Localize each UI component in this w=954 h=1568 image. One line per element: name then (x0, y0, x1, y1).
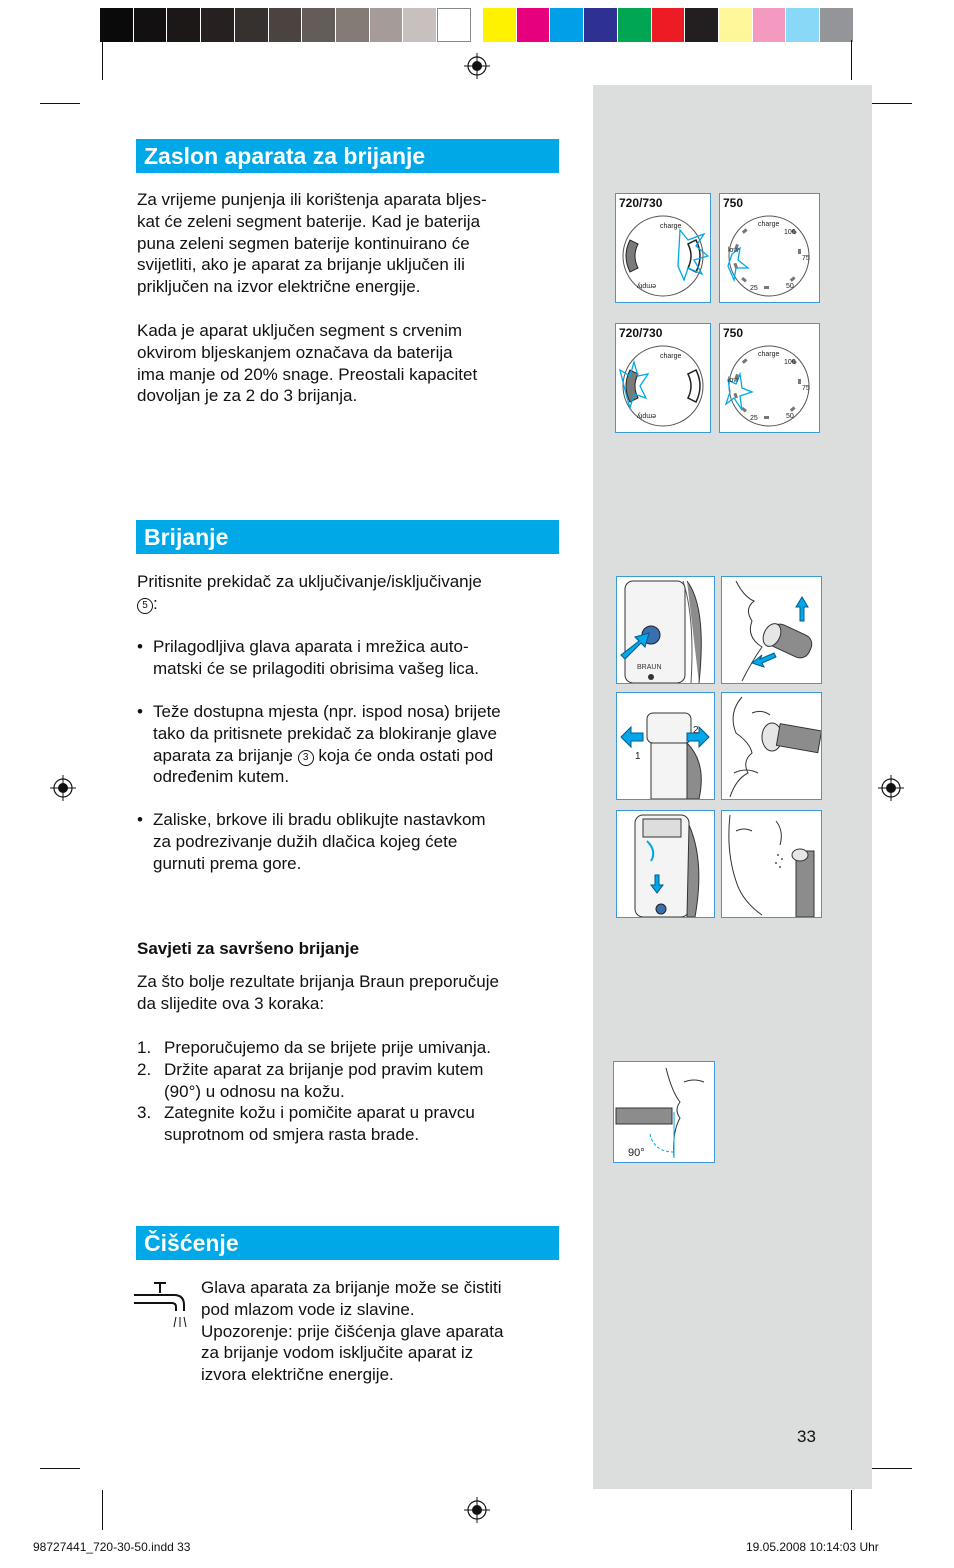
color-swatch (550, 8, 584, 42)
color-swatch (336, 8, 370, 42)
mark-100-label: 100 (784, 229, 796, 236)
angle-label: 90° (628, 1147, 645, 1159)
battery-display-750-charging (719, 193, 820, 303)
color-bar-gap (471, 8, 483, 42)
color-swatch (437, 8, 471, 42)
registration-mark-icon (50, 775, 76, 801)
crop-mark (102, 40, 103, 80)
color-swatch (786, 8, 820, 42)
illustration-lock-head (616, 692, 715, 800)
shaver-switch-icon (617, 577, 714, 683)
faucet-icon (134, 1281, 188, 1331)
bullet-text: Prilagodljiva glava aparata i mrežica auto- matski će se prilagoditi obrisima vašeg lica. (153, 637, 479, 678)
step-text: Preporučujemo da se brijete prije umivanja. (164, 1038, 491, 1057)
battery-dial-icon (720, 210, 819, 302)
lock-step-2-label: 2 (693, 725, 699, 736)
color-swatch (719, 8, 753, 42)
color-swatch (370, 8, 404, 42)
bullet-dot: • (137, 702, 143, 721)
brand-logo: BRAUN (637, 664, 662, 671)
color-swatch (618, 8, 652, 42)
color-swatch (517, 8, 551, 42)
shaving-bullet-3 (137, 809, 562, 875)
crop-mark (40, 1468, 80, 1469)
color-swatch (269, 8, 303, 42)
lock-switch-number-badge: 3 (298, 750, 314, 766)
bullet-text-part: Teže dostupna mjesta (npr. ispod nosa) brijete tako da pritisnete prekidač za blokiranje glave aparata za brijanje (153, 702, 501, 765)
model-label: 750 (723, 196, 744, 210)
illustration-flex-head (721, 576, 822, 684)
cleaning-text: Glava aparata za brijanje može se čistiti pod mlazom vode iz slavine. Upozorenje: prije čišćenja glave aparata za brijanje vodom isključite aparat iz izvora električne energije. (201, 1278, 504, 1385)
crop-mark (851, 1490, 852, 1530)
low-label: low (728, 377, 739, 384)
illustration-under-nose (721, 692, 822, 800)
charge-label: charge (660, 353, 682, 360)
crop-mark (40, 103, 80, 104)
intro-colon: : (153, 593, 158, 613)
battery-gauge-icon (616, 210, 710, 302)
shaving-intro (137, 571, 562, 615)
crop-mark (872, 103, 912, 104)
registration-mark-icon (464, 53, 490, 79)
tip-step-3 (137, 1102, 562, 1146)
step-text: Držite aparat za brijanje pod pravim kutem (90°) u odnosu na kožu. (164, 1060, 484, 1101)
print-color-bar (100, 8, 854, 42)
lock-head-icon (617, 693, 714, 799)
tips-title: Savjeti za savršeno brijanje (137, 939, 360, 958)
bullet-text-part: koja će onda ostati pod određenim kutem. (153, 745, 494, 787)
color-swatch (753, 8, 787, 42)
heading-display: Zaslon aparata za brijanje (136, 139, 559, 173)
charge-label: charge (758, 221, 780, 228)
sideburn-trimming-icon (722, 811, 821, 917)
illustration-90-degree (613, 1061, 715, 1163)
mark-25-label: 25 (750, 285, 758, 292)
empty-label: empty (636, 412, 656, 419)
color-swatch (403, 8, 437, 42)
mark-75-label: 75 (802, 255, 810, 262)
illustration-sideburns (721, 810, 822, 918)
tip-step-1 (137, 1037, 562, 1059)
bullet-text (153, 701, 562, 788)
mark-50-label: 50 (786, 283, 794, 290)
tip-step-2 (137, 1059, 562, 1103)
battery-dial-icon (720, 340, 819, 432)
lock-step-1-label: 1 (635, 751, 641, 762)
registration-mark-icon (878, 775, 904, 801)
crop-mark (102, 1490, 103, 1530)
bullet-dot: • (137, 637, 143, 656)
under-nose-shaving-icon (722, 693, 821, 799)
step-text: Zategnite kožu i pomičite aparat u pravcu suprotnom od smjera rasta brade. (164, 1103, 475, 1144)
mark-100-label: 100 (784, 359, 796, 366)
model-label: 720/730 (619, 326, 663, 340)
illustration-trimmer (616, 810, 715, 918)
crop-mark (851, 40, 852, 80)
color-swatch (685, 8, 719, 42)
registration-mark-icon (464, 1497, 490, 1523)
step-number: 1. (137, 1038, 152, 1057)
battery-gauge-icon (616, 340, 710, 432)
charge-label: charge (758, 351, 780, 358)
shaving-bullet-1 (137, 636, 562, 680)
display-paragraph-2: Kada je aparat uključen segment s crvenim okvirom bljeskanjem označava da baterija ima manje od 20% snage. Preostali kapacitet dovoljan je za 2 do 3 brijanja. (137, 321, 478, 406)
color-swatch (235, 8, 269, 42)
bullet-dot: • (137, 810, 143, 829)
mark-25-label: 25 (750, 415, 758, 422)
illustration-press-switch (616, 576, 715, 684)
heading-shaving: Brijanje (136, 520, 559, 554)
battery-display-720-low (615, 323, 711, 433)
tips-intro: Za što bolje rezultate brijanja Braun preporučuje da slijedite ova 3 koraka: (137, 972, 499, 1013)
mark-75-label: 75 (802, 385, 810, 392)
color-swatch (167, 8, 201, 42)
heading-cleaning: Čišćenje (136, 1226, 559, 1260)
color-swatch (100, 8, 134, 42)
shaving-angle-icon (614, 1062, 714, 1162)
color-swatch (302, 8, 336, 42)
step-number: 3. (137, 1103, 152, 1122)
mark-50-label: 50 (786, 413, 794, 420)
color-swatch (483, 8, 517, 42)
empty-label: empty (636, 282, 656, 289)
low-label: low (728, 247, 739, 254)
model-label: 750 (723, 326, 744, 340)
crop-mark (872, 1468, 912, 1469)
step-number: 2. (137, 1060, 152, 1079)
shaving-bullet-2 (137, 701, 562, 789)
display-paragraph-1: Za vrijeme punjenja ili korištenja aparata bljes- kat će zeleni segment baterije. Kad je baterija puna zeleni segmen baterije kontinuirano će svijetliti, ako je aparat za brijanje uključen ili priključen na izvor električne energije. (137, 190, 487, 297)
shaving-intro-text: Pritisnite prekidač za uključivanje/isključivanje (137, 572, 482, 591)
battery-display-750-low (719, 323, 820, 433)
footer-file: 98727441_720-30-50.indd 33 (33, 1540, 191, 1554)
charge-label: charge (660, 223, 682, 230)
color-swatch (820, 8, 854, 42)
trimmer-icon (617, 811, 714, 917)
model-label: 720/730 (619, 196, 663, 210)
page-number: 33 (797, 1427, 816, 1446)
color-swatch (134, 8, 168, 42)
color-swatch (201, 8, 235, 42)
footer-date: 19.05.2008 10:14:03 Uhr (746, 1540, 879, 1554)
bullet-text: Zaliske, brkove ili bradu oblikujte nastavkom za podrezivanje dužih dlačica kojeg ćete gurnuti prema gore. (153, 810, 486, 873)
flexible-head-icon (722, 577, 821, 683)
battery-display-720-charging (615, 193, 711, 303)
color-swatch (652, 8, 686, 42)
color-swatch (584, 8, 618, 42)
switch-number-badge: 5 (137, 598, 153, 614)
